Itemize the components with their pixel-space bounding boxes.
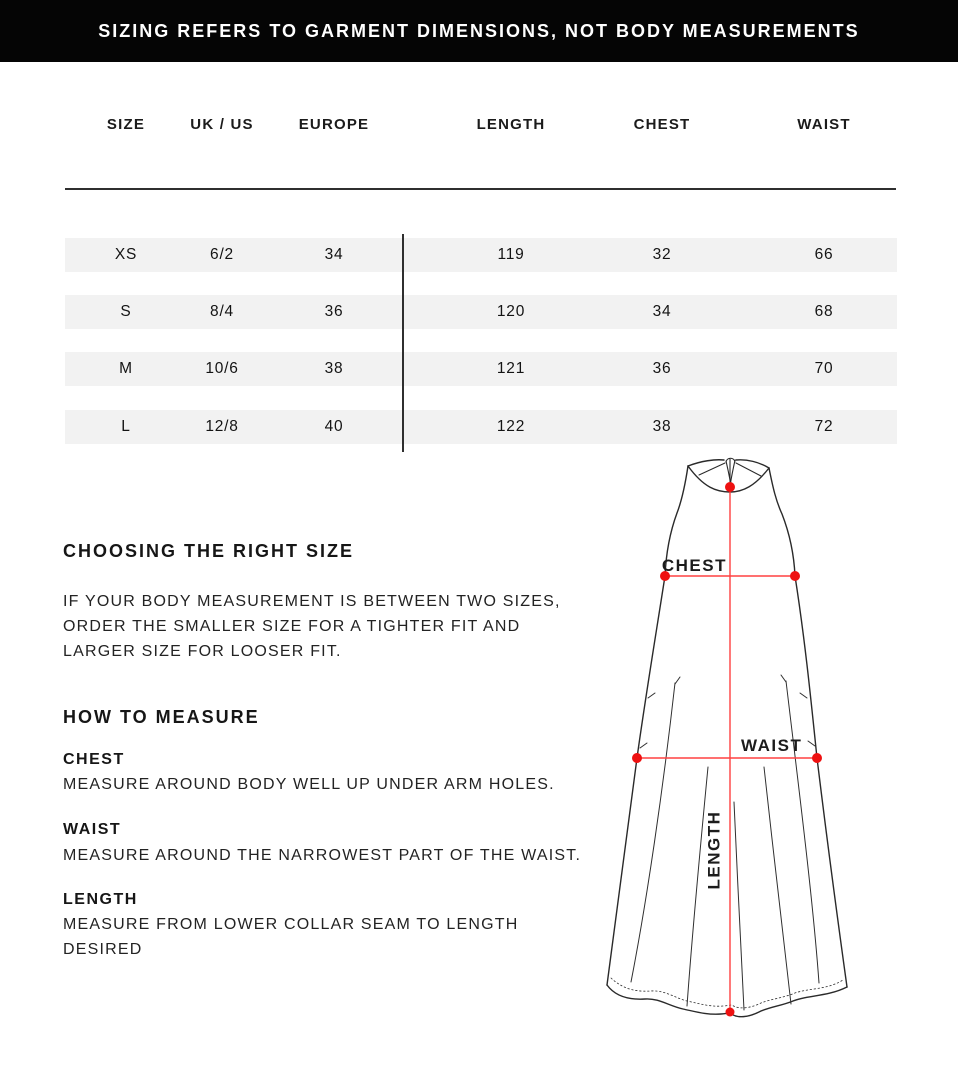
measure-desc-length: MEASURE FROM LOWER COLLAR SEAM TO LENGTH [63,916,519,933]
table-cell: 70 [814,360,834,377]
table-cell: 38 [652,418,672,435]
column-header-chest: CHEST [633,116,691,133]
how-to-measure-title: HOW TO MEASURE [63,707,260,727]
measure-term-waist: WAIST [63,821,122,838]
measure-term-length: LENGTH [63,891,138,908]
measure-desc-length: DESIRED [63,941,143,958]
column-header-uk-us: UK / US [190,116,254,133]
diagram-waist-label: WAIST [741,736,803,755]
column-header-size: SIZE [106,116,146,133]
hem-stitch-dotted-line [611,978,843,1008]
diagram-length-label: LENGTH [704,810,724,890]
choosing-size-line: IF YOUR BODY MEASUREMENT IS BETWEEN TWO SIZES, [63,593,561,610]
diagram-chest-label: CHEST [661,556,727,575]
table-cell: 36 [652,360,672,377]
measure-dot-waist-left [632,753,642,763]
panel-seam [734,802,744,1010]
panel-seam [764,767,791,1004]
table-header-divider [65,188,896,190]
table-cell: 34 [652,303,672,320]
collar-top-right [736,460,769,468]
table-cell: 122 [496,418,526,435]
table-row-s [65,295,897,329]
measure-dot-hem [726,1008,735,1017]
sizing-disclaimer-banner: SIZING REFERS TO GARMENT DIMENSIONS, NOT BODY MEASUREMENTS [0,0,958,62]
column-header-europe: EUROPE [298,116,370,133]
measure-dot-collar [725,482,735,492]
table-row-xs [65,238,897,272]
dress-diagram [575,450,955,1030]
measure-term-chest: CHEST [63,751,125,768]
table-cell: 8/4 [210,303,234,320]
table-cell: 12/8 [205,418,239,435]
table-cell: 38 [324,360,344,377]
column-header-waist: WAIST [797,116,851,133]
measure-desc-waist: MEASURE AROUND THE NARROWEST PART OF THE WAIST. [63,847,582,864]
table-cell: 6/2 [210,246,234,263]
table-cell: 32 [652,246,672,263]
choosing-size-title: CHOOSING THE RIGHT SIZE [63,541,355,561]
measure-dot-chest-right [790,571,800,581]
table-cell: 119 [497,246,525,263]
choosing-size-line: LARGER SIZE FOR LOOSER FIT. [63,643,342,660]
table-cell: XS [114,246,138,263]
table-row-m [65,352,897,386]
table-cell: 36 [324,303,344,320]
table-cell: 66 [814,246,834,263]
table-cell: 34 [324,246,344,263]
choosing-size-line: ORDER THE SMALLER SIZE FOR A TIGHTER FIT AND [63,618,521,635]
measure-dot-waist-right [812,753,822,763]
collar-top-left [688,460,724,466]
measure-desc-chest: MEASURE AROUND BODY WELL UP UNDER ARM HOLES. [63,776,555,793]
table-cell: 68 [814,303,834,320]
table-cell: 121 [496,360,526,377]
column-header-length: LENGTH [476,116,546,133]
table-cell: M [119,360,133,377]
table-cell: L [121,418,131,435]
table-cell: 72 [814,418,834,435]
table-cell: S [120,303,132,320]
panel-seam [631,683,675,982]
armhole-right [769,468,795,576]
table-cell: 40 [324,418,344,435]
table-row-l [65,410,897,444]
side-seam-right [795,576,847,987]
side-seam-left [607,576,665,985]
table-vertical-divider [402,234,404,452]
table-cell: 120 [496,303,526,320]
table-cell: 10/6 [205,360,239,377]
